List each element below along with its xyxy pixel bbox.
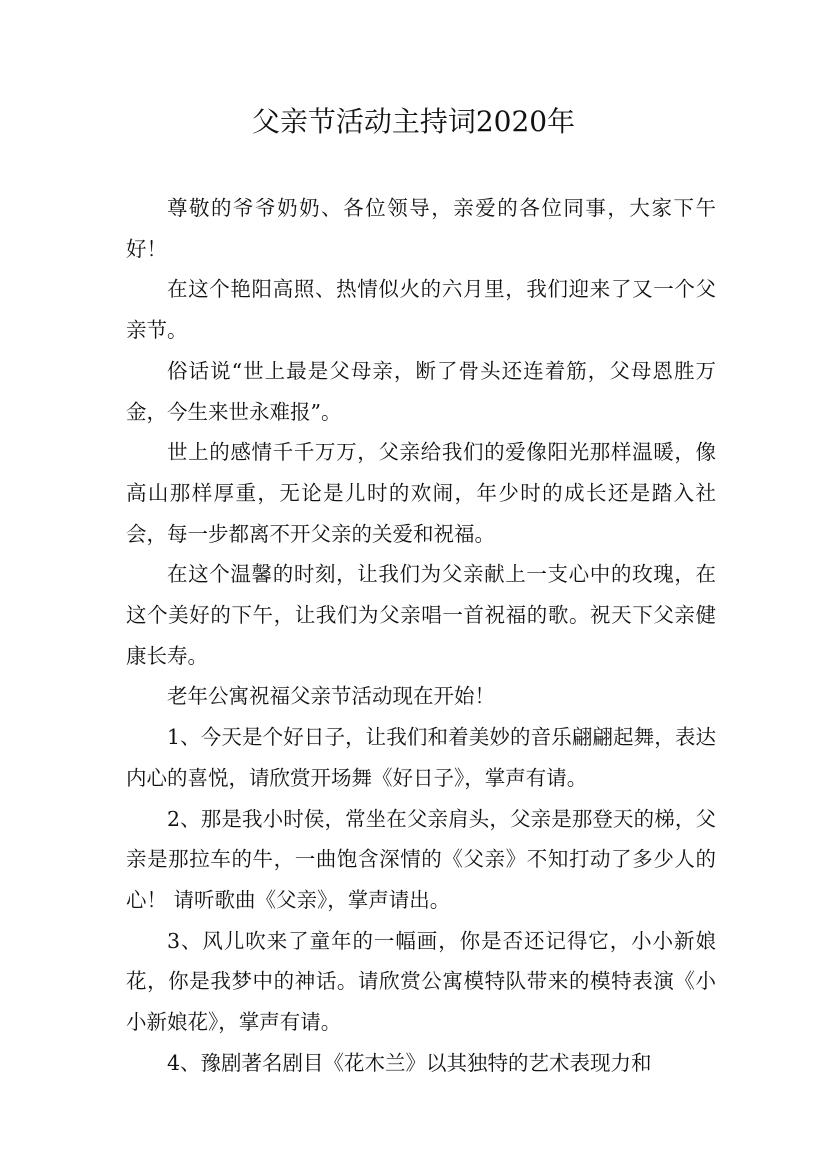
paragraph-warm-moment: 在这个温馨的时刻，让我们为父亲献上一支心中的玫瑰，在这个美好的下午，让我们为父亲唱一首祝福的歌。祝天下父亲健康长寿。 <box>126 562 716 668</box>
paragraph-fathers-day-intro: 在这个艳阳高照、热情似火的六月里，我们迎来了又一个父亲节。 <box>126 277 716 343</box>
paragraph-event-start: 老年公寓祝福父亲节活动现在开始！ <box>167 684 495 709</box>
document-body <box>126 188 716 1083</box>
paragraph-program-1: 1、今天是个好日子，让我们和着美妙的音乐翩翩起舞，表达内心的喜悦，请欣赏开场舞《好日子》，掌声有请。 <box>126 725 716 790</box>
paragraph-program-4: 4、豫剧著名剧目《花木兰》以其独特的艺术表现力和 <box>167 1050 652 1075</box>
document-title: 父亲节活动主持词2020年 <box>251 105 576 138</box>
paragraph-greeting: 尊敬的爷爷奶奶、各位领导，亲爱的各位同事，大家下午好！ <box>126 196 716 261</box>
paragraph-program-2: 2、那是我小时侯，常坐在父亲肩头，父亲是那登天的梯，父亲是那拉车的牛，一曲饱含深情的《父亲》不知打动了多少人的心！ 请听歌曲《父亲》，掌声请出。 <box>126 806 716 912</box>
paragraph-proverb: 俗话说“世上最是父母亲，断了骨头还连着筋，父母恩胜万金，今生来世永难报”。 <box>126 358 716 424</box>
paragraph-fathers-love: 世上的感情千千万万，父亲给我们的爱像阳光那样温暖，像高山那样厚重，无论是儿时的欢闹，年少时的成长还是踏入社会，每一步都离不开父亲的关爱和祝福。 <box>126 440 716 546</box>
paragraph-program-3: 3、风儿吹来了童年的一幅画，你是否还记得它，小小新娘花，你是我梦中的神话。请欣赏公寓模特队带来的模特表演《小小新娘花》，掌声有请。 <box>126 928 716 1035</box>
